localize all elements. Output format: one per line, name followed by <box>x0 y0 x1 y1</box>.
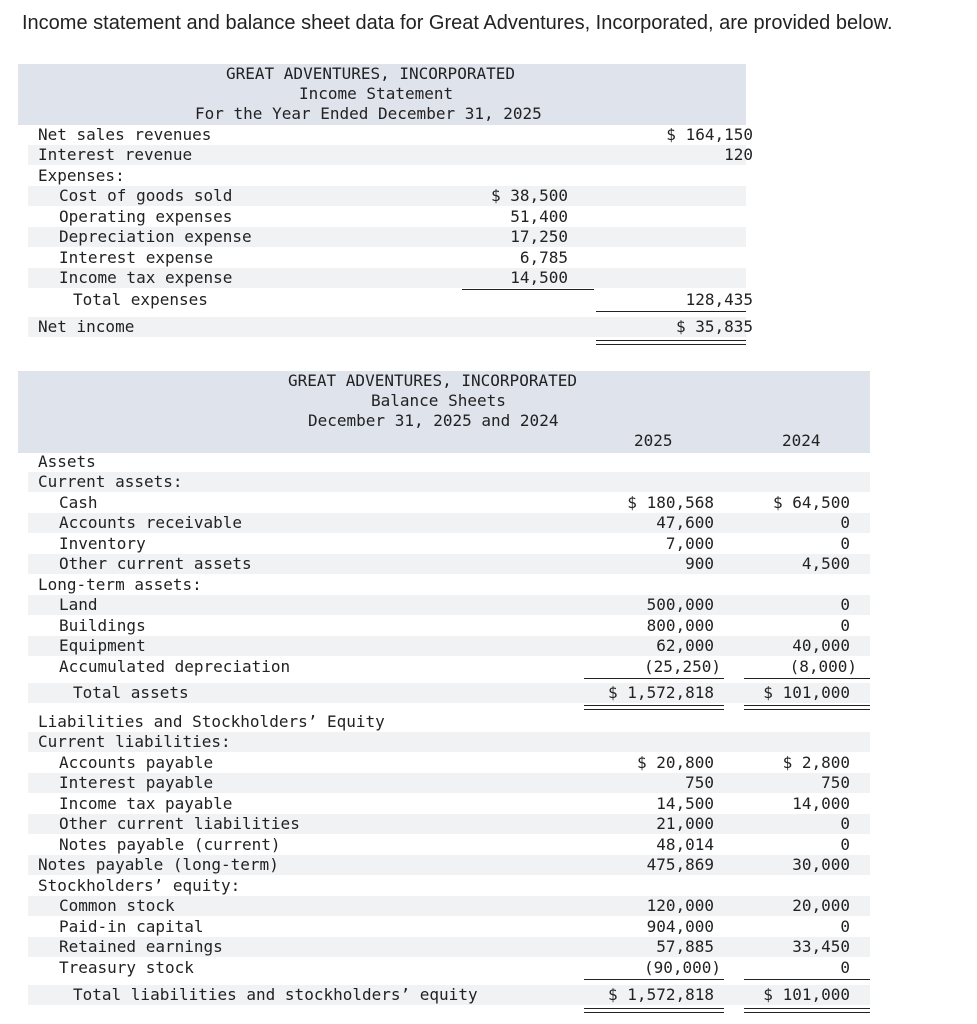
bs-row-long-term-assets <box>28 575 870 595</box>
row-value-2024: 0 <box>840 835 850 854</box>
row-value-2024: $ 101,000 <box>763 683 850 702</box>
bs-col-2025: 2025 <box>634 431 673 450</box>
row-label: Other current assets <box>59 554 252 573</box>
is-row-operating <box>28 207 746 227</box>
bs-row-income-tax-payable <box>28 794 870 814</box>
row-value: $ 38,500 <box>490 186 568 205</box>
row-label: Land <box>59 595 98 614</box>
balance-sheet-header <box>18 371 870 453</box>
bs-le-rule-2024 <box>744 979 870 980</box>
row-label: Equipment <box>59 636 146 655</box>
row-label: Net sales revenues <box>38 125 212 144</box>
is-row-net-income <box>28 317 753 337</box>
is-row-depreciation <box>28 227 746 247</box>
row-value-2024: 30,000 <box>792 855 850 874</box>
row-value-2025: $ 1,572,818 <box>608 985 714 1004</box>
row-value-2024: 0 <box>840 534 850 553</box>
bs-col-2024: 2024 <box>782 431 821 450</box>
bs-row-equipment <box>28 636 870 656</box>
bs-period: December 31, 2025 and 2024 <box>308 411 559 430</box>
bs-row-land <box>28 595 870 615</box>
bs-row-total-liabilities-equity <box>28 985 870 1005</box>
bs-row-total-assets <box>28 683 870 703</box>
row-label: Accumulated depreciation <box>59 657 291 676</box>
bs-total-assets-double-rule-2024 <box>744 705 870 710</box>
bs-le-rule-2025 <box>584 979 724 980</box>
bs-assets-rule-2025 <box>584 678 724 679</box>
row-value-2025: 57,885 <box>656 937 714 956</box>
is-total-rule <box>596 311 746 312</box>
row-label: Cost of goods sold <box>59 186 233 205</box>
row-value-2024: $ 64,500 <box>772 493 850 512</box>
row-label: Total assets <box>73 683 189 702</box>
bs-row-stockholders-equity <box>28 876 870 896</box>
row-value-2024: $ 2,800 <box>782 753 850 772</box>
bs-row-paid-in-capital <box>28 917 870 937</box>
row-value-2024: 0 <box>840 513 850 532</box>
row-value-2025: 48,014 <box>656 835 714 854</box>
row-label: Interest revenue <box>38 145 193 164</box>
row-label: Income tax payable <box>59 794 233 813</box>
row-value-2025: $ 180,568 <box>627 493 714 512</box>
row-label: Depreciation expense <box>59 227 252 246</box>
row-value-2024: $ 101,000 <box>763 985 850 1004</box>
row-value-2025: 475,869 <box>646 855 714 874</box>
intro-text: Income statement and balance sheet data for Great Adventures, Incorporated, are provided below. <box>22 12 893 34</box>
row-value-2025: 750 <box>685 773 714 792</box>
row-value: 14,500 <box>510 268 568 287</box>
row-value-2025: 21,000 <box>656 814 714 833</box>
bs-row-interest-payable <box>28 773 870 793</box>
is-row-interest-revenue <box>28 145 753 165</box>
row-value-2025: $ 1,572,818 <box>608 683 714 702</box>
row-value-2025: (90,000) <box>643 958 721 977</box>
row-label: Operating expenses <box>59 207 233 226</box>
bs-row-retained-earnings <box>28 937 870 957</box>
is-row-expenses <box>28 166 746 186</box>
bs-row-current-liabilities <box>28 732 870 752</box>
bs-row-assets <box>28 452 870 472</box>
row-value: 128,435 <box>685 290 753 309</box>
row-value: 6,785 <box>519 248 568 267</box>
row-label: Current assets: <box>38 472 183 491</box>
bs-row-common-stock <box>28 896 870 916</box>
is-row-total-expenses <box>28 290 753 310</box>
row-label: Buildings <box>59 616 146 635</box>
bs-assets-rule-2024 <box>744 678 870 679</box>
row-value-2025: 904,000 <box>646 917 714 936</box>
row-label: Common stock <box>59 896 175 915</box>
row-label: Notes payable (long-term) <box>38 855 279 874</box>
row-label: Long-term assets: <box>38 575 202 594</box>
row-value: 17,250 <box>510 227 568 246</box>
row-value: $ 35,835 <box>675 317 753 336</box>
row-value-2025: 14,500 <box>656 794 714 813</box>
row-label: Inventory <box>59 534 146 553</box>
bs-row-current-assets <box>28 472 870 492</box>
row-label: Cash <box>59 493 98 512</box>
row-label: Interest payable <box>59 773 214 792</box>
bs-company-name: GREAT ADVENTURES, INCORPORATED <box>288 371 577 390</box>
row-value-2025: 900 <box>685 554 714 573</box>
row-label: Total expenses <box>73 290 208 309</box>
bs-total-le-double-rule-2025 <box>584 1008 724 1013</box>
row-value-2024: 0 <box>840 616 850 635</box>
row-value-2025: 800,000 <box>646 616 714 635</box>
row-value-2024: 0 <box>840 917 850 936</box>
is-company-name: GREAT ADVENTURES, INCORPORATED <box>226 64 515 83</box>
is-title: Income Statement <box>299 84 454 103</box>
row-value-2025: 120,000 <box>646 896 714 915</box>
row-value-2025: 47,600 <box>656 513 714 532</box>
is-net-income-double-rule <box>596 340 746 345</box>
bs-row-notes-payable-long-term <box>28 855 870 875</box>
row-label: Current liabilities: <box>38 732 231 751</box>
row-label: Assets <box>38 452 96 471</box>
is-period: For the Year Ended December 31, 2025 <box>195 104 542 123</box>
bs-row-buildings <box>28 616 870 636</box>
bs-row-other-current-assets <box>28 554 870 574</box>
row-value-2025: 7,000 <box>665 534 714 553</box>
bs-row-accounts-payable <box>28 753 870 773</box>
bs-row-liabilities-equity <box>28 712 870 732</box>
row-value-2024: 40,000 <box>792 636 850 655</box>
row-value-2024: 14,000 <box>792 794 850 813</box>
bs-row-inventory <box>28 534 870 554</box>
is-row-interest-expense <box>28 248 746 268</box>
row-value-2025: 62,000 <box>656 636 714 655</box>
bs-title: Balance Sheets <box>371 391 506 410</box>
row-value-2025: $ 20,800 <box>636 753 714 772</box>
row-value: $ 164,150 <box>666 125 753 144</box>
row-value-2024: 0 <box>840 814 850 833</box>
row-label: Other current liabilities <box>59 814 300 833</box>
row-label: Paid-in capital <box>59 917 204 936</box>
row-value-2024: 20,000 <box>792 896 850 915</box>
row-label: Treasury stock <box>59 958 194 977</box>
row-label: Interest expense <box>59 248 214 267</box>
bs-row-other-current-liabilities <box>28 814 870 834</box>
income-statement-header <box>18 64 746 125</box>
is-row-cogs <box>28 186 746 206</box>
bs-total-le-double-rule-2024 <box>744 1008 870 1013</box>
bs-row-accumulated-depreciation <box>28 657 870 677</box>
row-label: Total liabilities and stockholders’ equity <box>73 985 478 1004</box>
row-label: Retained earnings <box>59 937 223 956</box>
row-label: Income tax expense <box>59 268 233 287</box>
bs-row-treasury-stock <box>28 958 870 978</box>
row-value-2024: 0 <box>840 595 850 614</box>
row-label: Accounts receivable <box>59 513 243 532</box>
row-value: 51,400 <box>510 207 568 226</box>
bs-row-accounts-receivable <box>28 513 870 533</box>
row-value-2024: 750 <box>821 773 850 792</box>
row-label: Notes payable (current) <box>59 835 281 854</box>
row-label: Stockholders’ equity: <box>38 876 241 895</box>
row-label: Liabilities and Stockholders’ Equity <box>38 712 385 731</box>
row-value-2024: 0 <box>840 958 850 977</box>
row-value-2024: 33,450 <box>792 937 850 956</box>
row-value-2024: (8,000) <box>789 657 857 676</box>
bs-row-notes-payable-current <box>28 835 870 855</box>
row-label: Expenses: <box>38 166 125 185</box>
row-value-2025: (25,250) <box>643 657 721 676</box>
is-row-net-sales <box>28 125 753 145</box>
bs-total-assets-double-rule-2025 <box>584 705 724 710</box>
is-row-income-tax <box>28 268 746 288</box>
bs-row-cash <box>28 493 870 513</box>
row-value: 120 <box>724 145 753 164</box>
row-value-2025: 500,000 <box>646 595 714 614</box>
row-value-2024: 4,500 <box>801 554 850 573</box>
row-label: Net income <box>38 317 135 336</box>
row-label: Accounts payable <box>59 753 214 772</box>
